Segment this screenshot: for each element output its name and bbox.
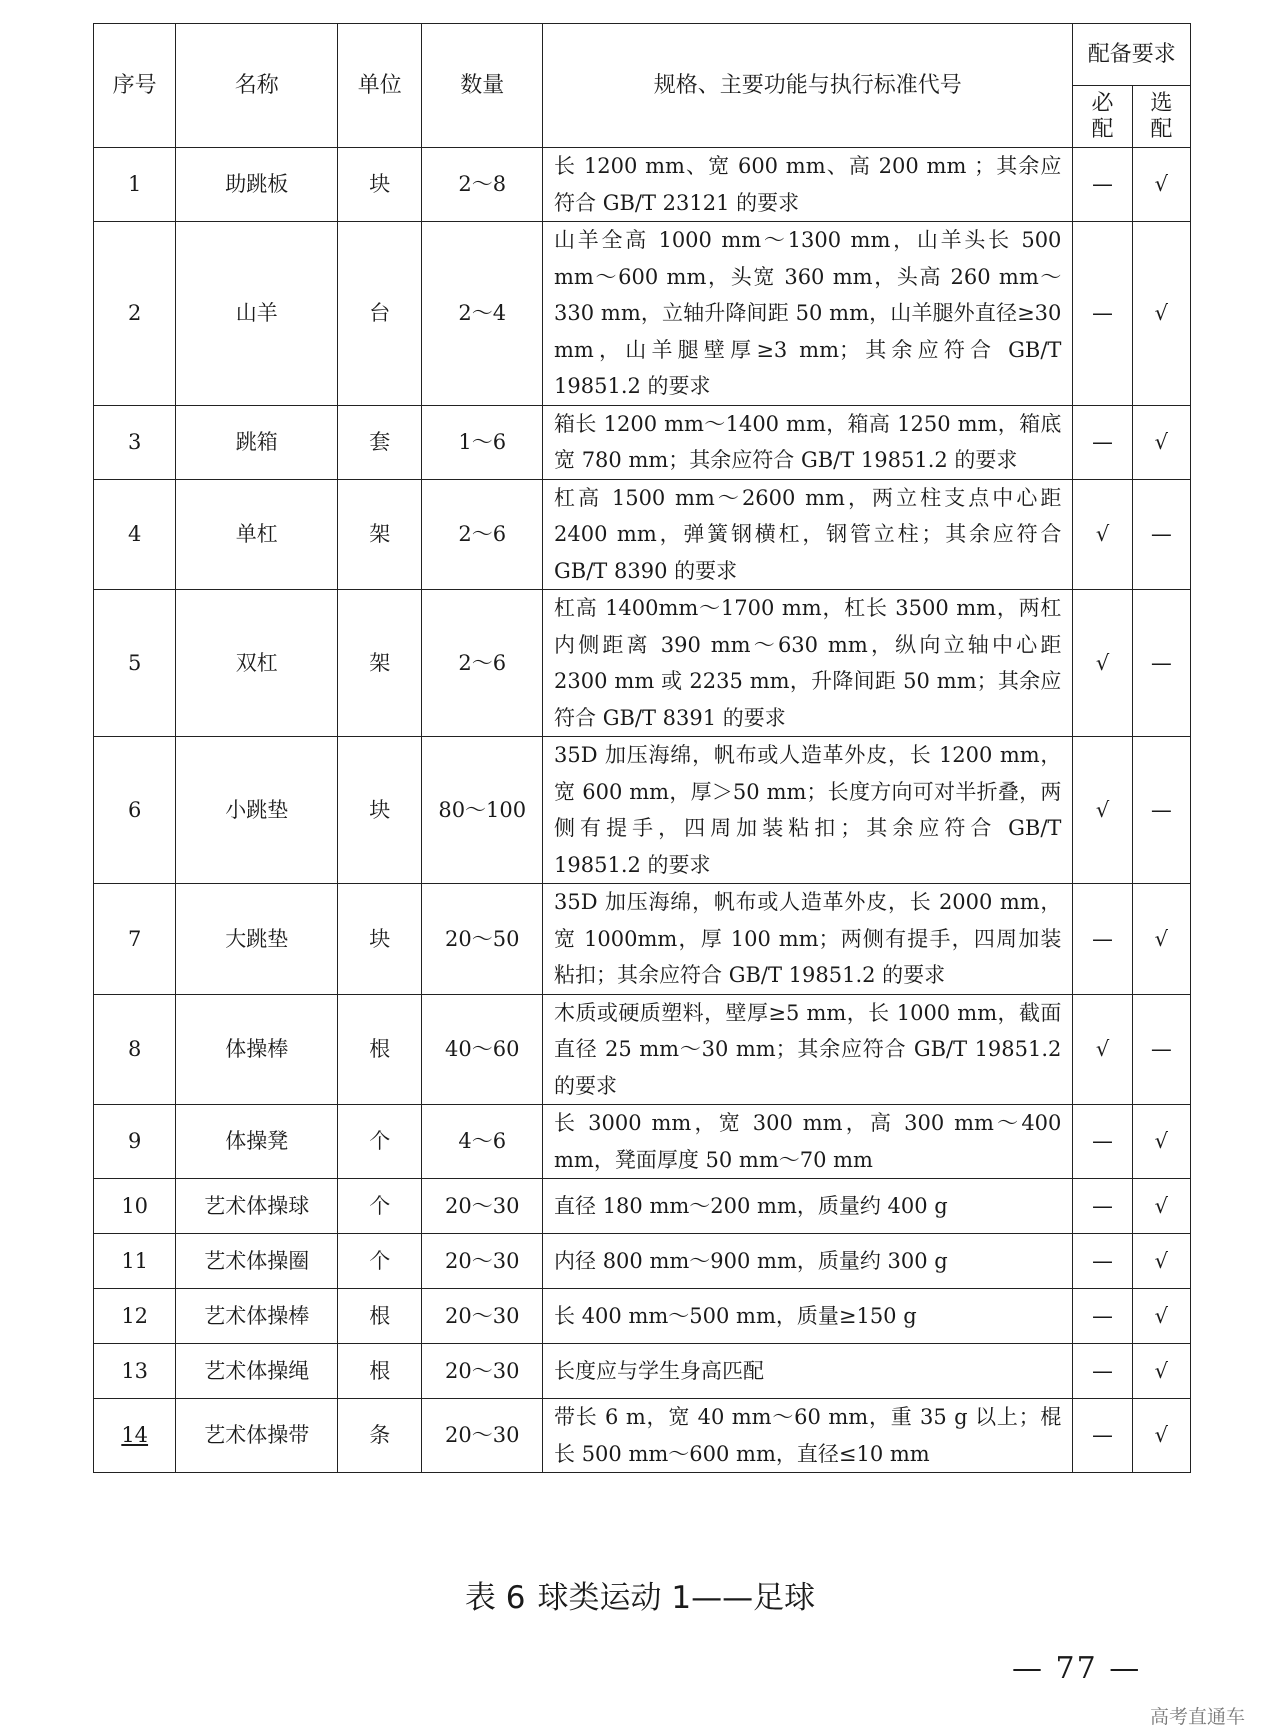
equipment-table (93, 23, 1191, 1473)
row-spec: 35D 加压海绵，帆布或人造革外皮，长 2000 mm，宽 1000mm，厚 100 mm；两侧有提手，四周加装粘扣；其余应符合 GB/T 19851.2 的要求 (543, 884, 1073, 995)
row-index: 10 (94, 1179, 176, 1234)
row-unit: 台 (338, 222, 422, 406)
row-index: 14 (94, 1399, 176, 1473)
row-name: 艺术体操绳 (176, 1344, 338, 1399)
header-spec: 规格、主要功能与执行标准代号 (543, 24, 1073, 148)
row-index: 6 (94, 737, 176, 884)
row-name: 小跳垫 (176, 737, 338, 884)
row-quantity: 80～100 (422, 737, 543, 884)
row-index: 9 (94, 1105, 176, 1179)
row-unit: 个 (338, 1105, 422, 1179)
row-spec: 长度应与学生身高匹配 (543, 1344, 1073, 1399)
row-optional-mark: — (1132, 590, 1190, 737)
table-row (94, 1399, 1191, 1473)
table-row (94, 1234, 1191, 1289)
table-row (94, 148, 1191, 222)
table-row (94, 737, 1191, 884)
row-quantity: 4～6 (422, 1105, 543, 1179)
row-unit: 套 (338, 405, 422, 479)
row-optional-mark: √ (1132, 1105, 1190, 1179)
caption-title: 球类运动 1——足球 (537, 1580, 816, 1616)
header-unit: 单位 (338, 24, 422, 148)
row-quantity: 20～30 (422, 1344, 543, 1399)
row-spec: 山羊全高 1000 mm～1300 mm，山羊头长 500 mm～600 mm，头宽 360 mm，头高 260 mm～330 mm，立轴升降间距 50 mm，山羊腿外直径≥30 mm，山羊腿壁厚≥3 mm；其余应符合 GB/T 19851.2 的要求 (543, 222, 1073, 406)
row-name: 山羊 (176, 222, 338, 406)
row-optional-mark: — (1132, 479, 1190, 590)
row-optional-mark: — (1132, 994, 1190, 1105)
header-name: 名称 (176, 24, 338, 148)
row-spec: 箱长 1200 mm～1400 mm，箱高 1250 mm，箱底宽 780 mm；其余应符合 GB/T 19851.2 的要求 (543, 405, 1073, 479)
table-body (94, 148, 1191, 1473)
row-index: 7 (94, 884, 176, 995)
row-required-mark: — (1073, 1344, 1132, 1399)
row-quantity: 20～30 (422, 1289, 543, 1344)
row-optional-mark: √ (1132, 148, 1190, 222)
row-index: 4 (94, 479, 176, 590)
row-optional-mark: √ (1132, 1344, 1190, 1399)
row-name: 体操凳 (176, 1105, 338, 1179)
row-index: 5 (94, 590, 176, 737)
table-row (94, 479, 1191, 590)
row-unit: 根 (338, 1289, 422, 1344)
row-unit: 块 (338, 148, 422, 222)
row-required-mark: √ (1073, 737, 1132, 884)
row-optional-mark: √ (1132, 1179, 1190, 1234)
row-optional-mark: √ (1132, 1234, 1190, 1289)
row-quantity: 2～8 (422, 148, 543, 222)
row-index: 8 (94, 994, 176, 1105)
row-quantity: 2～4 (422, 222, 543, 406)
page-number: — 77 — (1012, 1651, 1142, 1686)
header-required: 必配 (1073, 86, 1132, 148)
table-row (94, 1105, 1191, 1179)
table-row (94, 884, 1191, 995)
row-required-mark: — (1073, 1105, 1132, 1179)
row-name: 双杠 (176, 590, 338, 737)
header-quantity: 数量 (422, 24, 543, 148)
row-spec: 长 3000 mm，宽 300 mm，高 300 mm～400 mm，凳面厚度 50 mm～70 mm (543, 1105, 1073, 1179)
row-quantity: 2～6 (422, 479, 543, 590)
row-required-mark: — (1073, 1289, 1132, 1344)
row-index: 12 (94, 1289, 176, 1344)
watermark: 高考直通车 (1150, 1706, 1246, 1728)
row-unit: 架 (338, 590, 422, 737)
row-optional-mark: — (1132, 737, 1190, 884)
row-required-mark: — (1073, 1179, 1132, 1234)
row-name: 大跳垫 (176, 884, 338, 995)
row-required-mark: — (1073, 405, 1132, 479)
row-spec: 35D 加压海绵，帆布或人造革外皮，长 1200 mm，宽 600 mm，厚＞50 mm；长度方向可对半折叠，两侧有提手，四周加装粘扣；其余应符合 GB/T 19851.2 的要求 (543, 737, 1073, 884)
row-spec: 杠高 1500 mm～2600 mm，两立柱支点中心距 2400 mm，弹簧钢横杠，钢管立柱；其余应符合 GB/T 8390 的要求 (543, 479, 1073, 590)
header-requirement: 配备要求 (1073, 24, 1191, 86)
table-row (94, 222, 1191, 406)
table-caption (0, 1572, 1280, 1617)
caption-table-number: 表 6 (464, 1580, 526, 1616)
row-name: 单杠 (176, 479, 338, 590)
row-optional-mark: √ (1132, 1399, 1190, 1473)
row-required-mark: — (1073, 222, 1132, 406)
table-row (94, 1289, 1191, 1344)
row-optional-mark: √ (1132, 405, 1190, 479)
table-header (94, 24, 1191, 148)
row-name: 体操棒 (176, 994, 338, 1105)
table-row (94, 1344, 1191, 1399)
table-row (94, 405, 1191, 479)
row-spec: 木质或硬质塑料，壁厚≥5 mm，长 1000 mm，截面直径 25 mm～30 mm；其余应符合 GB/T 19851.2 的要求 (543, 994, 1073, 1105)
row-required-mark: — (1073, 1234, 1132, 1289)
header-index: 序号 (94, 24, 176, 148)
row-spec: 直径 180 mm～200 mm，质量约 400 g (543, 1179, 1073, 1234)
row-quantity: 20～30 (422, 1399, 543, 1473)
row-unit: 块 (338, 737, 422, 884)
row-required-mark: — (1073, 148, 1132, 222)
row-name: 艺术体操带 (176, 1399, 338, 1473)
row-spec: 长 400 mm～500 mm，质量≥150 g (543, 1289, 1073, 1344)
table-row (94, 994, 1191, 1105)
row-required-mark: — (1073, 1399, 1132, 1473)
row-optional-mark: √ (1132, 1289, 1190, 1344)
table-row (94, 1179, 1191, 1234)
row-quantity: 20～30 (422, 1234, 543, 1289)
row-optional-mark: √ (1132, 884, 1190, 995)
row-index: 11 (94, 1234, 176, 1289)
row-unit: 条 (338, 1399, 422, 1473)
row-spec: 长 1200 mm、宽 600 mm、高 200 mm ；其余应符合 GB/T 23121 的要求 (543, 148, 1073, 222)
row-required-mark: √ (1073, 590, 1132, 737)
table-row (94, 590, 1191, 737)
row-name: 艺术体操球 (176, 1179, 338, 1234)
row-spec: 杠高 1400mm～1700 mm，杠长 3500 mm，两杠内侧距离 390 mm～630 mm，纵向立轴中心距 2300 mm 或 2235 mm，升降间距 50 mm；其余应符合 GB/T 8391 的要求 (543, 590, 1073, 737)
row-quantity: 1～6 (422, 405, 543, 479)
row-index: 13 (94, 1344, 176, 1399)
row-spec: 内径 800 mm～900 mm，质量约 300 g (543, 1234, 1073, 1289)
row-quantity: 20～30 (422, 1179, 543, 1234)
header-optional: 选配 (1132, 86, 1190, 148)
row-unit: 根 (338, 994, 422, 1105)
row-spec: 带长 6 m，宽 40 mm～60 mm，重 35 g 以上；棍长 500 mm～600 mm，直径≤10 mm (543, 1399, 1073, 1473)
row-unit: 块 (338, 884, 422, 995)
row-required-mark: √ (1073, 994, 1132, 1105)
row-unit: 个 (338, 1234, 422, 1289)
row-unit: 个 (338, 1179, 422, 1234)
row-name: 艺术体操圈 (176, 1234, 338, 1289)
row-optional-mark: √ (1132, 222, 1190, 406)
row-quantity: 20～50 (422, 884, 543, 995)
row-name: 助跳板 (176, 148, 338, 222)
row-index: 3 (94, 405, 176, 479)
row-quantity: 2～6 (422, 590, 543, 737)
row-name: 艺术体操棒 (176, 1289, 338, 1344)
row-name: 跳箱 (176, 405, 338, 479)
row-index: 2 (94, 222, 176, 406)
row-index: 1 (94, 148, 176, 222)
row-required-mark: — (1073, 884, 1132, 995)
row-quantity: 40～60 (422, 994, 543, 1105)
row-unit: 架 (338, 479, 422, 590)
row-required-mark: √ (1073, 479, 1132, 590)
row-unit: 根 (338, 1344, 422, 1399)
